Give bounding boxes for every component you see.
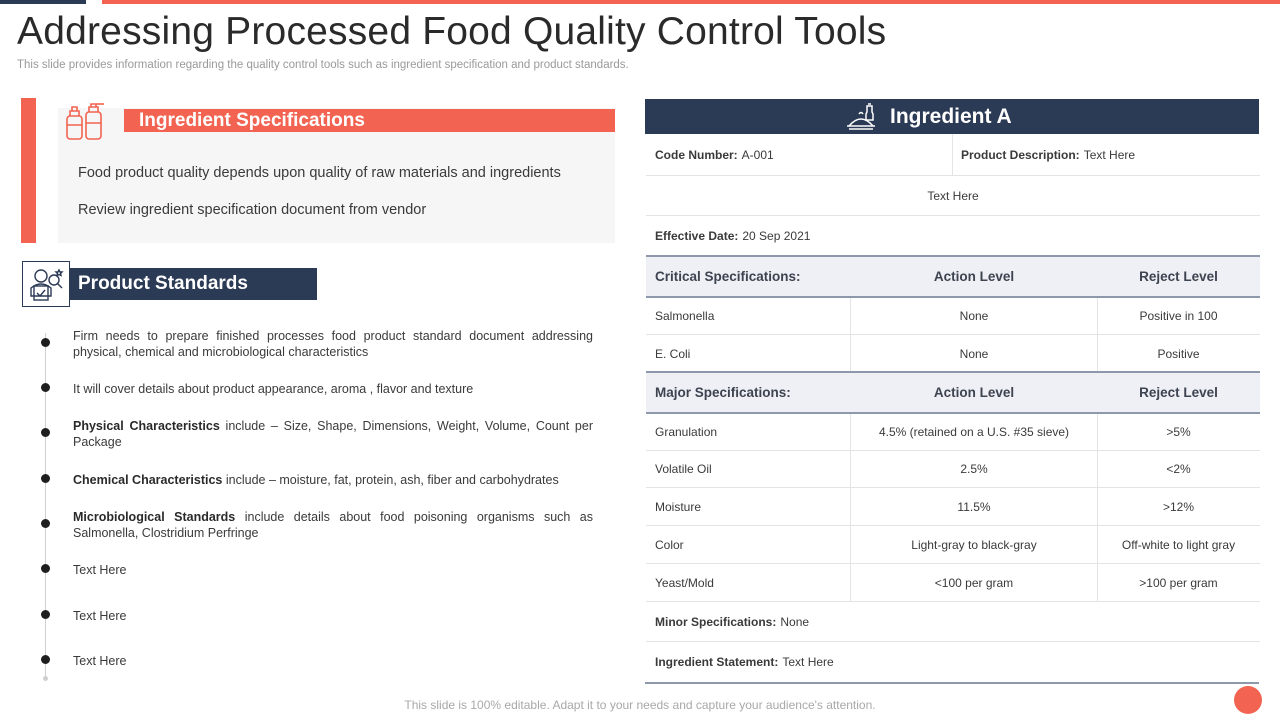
card-top-gap: [58, 98, 615, 108]
effective-date-value: 20 Sep 2021: [742, 229, 811, 243]
text-here-cell: Text Here: [927, 188, 979, 203]
reject-level-cell: <2%: [1166, 462, 1191, 476]
card-accent-bar: [21, 98, 36, 243]
table-row-minor: [646, 602, 1260, 642]
table-row: [646, 298, 1260, 335]
bullet-dot: [41, 610, 50, 619]
major-spec-header-row: [646, 371, 1260, 414]
reject-level-cell: Positive in 100: [1139, 309, 1218, 323]
code-number-value: A-001: [741, 147, 774, 162]
reject-level-cell: Positive: [1157, 346, 1200, 361]
code-number-cell: [646, 134, 952, 175]
table-bottom-rule: [645, 682, 1259, 684]
table-row: [646, 488, 1260, 526]
product-description-label: Product Description:: [961, 147, 1080, 162]
product-description-cell: [952, 134, 1260, 175]
minor-spec-label: Minor Specifications:: [655, 614, 777, 629]
major-action-header: Action Level: [933, 385, 1015, 400]
action-level-cell: Light-gray to black-gray: [911, 537, 1037, 552]
action-level-cell: 2.5%: [960, 462, 988, 476]
action-level-cell: None: [959, 346, 989, 361]
bullet-dot: [41, 428, 50, 437]
spec-name-cell: Moisture: [655, 499, 702, 514]
reject-level-cell: Off-white to light gray: [1121, 537, 1236, 552]
standard-item-2: It will cover details about product appearance, aroma , flavor and texture: [73, 382, 474, 396]
reject-level-cell: >12%: [1162, 499, 1195, 514]
standard-item-4: Chemical Characteristics include – moisture, fat, protein, ash, fiber and carbohydrates: [73, 473, 559, 487]
bullet-dot: [41, 564, 50, 573]
spec-line-2: Review ingredient specification document from vendor: [78, 202, 427, 218]
critical-action-header: Action Level: [933, 269, 1015, 284]
table-row-effective-date: [646, 216, 1260, 256]
spec-name-cell: Volatile Oil: [655, 462, 712, 476]
product-description-value: Text Here: [1083, 147, 1136, 162]
action-level-cell: <100 per gram: [934, 575, 1014, 590]
ingredient-statement-label: Ingredient Statement:: [655, 655, 779, 669]
product-standards-icon-box: [22, 261, 70, 307]
action-level-cell: None: [959, 309, 989, 323]
bullet-dot: [41, 655, 50, 664]
spec-name-cell: E. Coli: [655, 346, 691, 361]
standard-item-8: Text Here: [73, 654, 127, 668]
ingredient-statement-cell: [646, 642, 1260, 682]
card-gap: [36, 98, 58, 243]
effective-date-label: Effective Date:: [655, 229, 739, 243]
slide-title: Addressing Processed Food Quality Control Tools: [17, 10, 887, 53]
food-tray-icon: [845, 102, 877, 132]
standard-item-7: Text Here: [73, 609, 127, 623]
slide-footer: This slide is 100% editable. Adapt it to your needs and capture your audience's attention.: [404, 698, 876, 712]
bullet-dot: [41, 474, 50, 483]
table-row: [646, 414, 1260, 451]
ingredient-specifications-heading: Ingredient Specifications: [124, 109, 615, 132]
standard-item-1: Firm needs to prepare finished processes food product standard document addressing physical, chemical and microbiological characteristics: [73, 329, 593, 359]
standard-item-3: Physical Characteristics include – Size, Shape, Dimensions, Weight, Volume, Count per Package: [73, 419, 593, 449]
table-row: [646, 335, 1260, 372]
major-spec-header: Major Specifications:: [655, 385, 791, 400]
product-standards-heading: Product Standards: [70, 268, 317, 300]
ingredient-statement-value: Text Here: [782, 655, 834, 669]
table-row: [646, 564, 1260, 602]
action-level-cell: 4.5% (retained on a U.S. #35 sieve): [878, 425, 1070, 439]
minor-spec-value: None: [780, 614, 810, 629]
standard-item-6: Text Here: [73, 563, 127, 577]
table-row-text: [646, 176, 1260, 216]
inspector-icon: [23, 262, 69, 306]
spec-name-cell: Color: [655, 537, 684, 552]
effective-date-cell: [646, 216, 1260, 256]
critical-spec-header: Critical Specifications:: [655, 269, 801, 284]
footer-accent-dot: [1234, 686, 1262, 714]
spec-name-cell: Granulation: [655, 425, 718, 439]
reject-level-cell: >100 per gram: [1139, 575, 1218, 590]
critical-spec-header-row: [646, 255, 1260, 298]
bullet-dot: [41, 383, 50, 392]
critical-reject-header: Reject Level: [1139, 269, 1218, 284]
spec-line-1: Food product quality depends upon quality of raw materials and ingredients: [78, 165, 561, 181]
spec-name-cell: Salmonella: [655, 309, 715, 323]
ingredient-a-title: Ingredient A: [890, 105, 1012, 128]
table-row: [646, 451, 1260, 488]
code-number-label: Code Number:: [655, 147, 738, 162]
minor-spec-cell: [646, 602, 1260, 641]
bullet-dot: [41, 338, 50, 347]
top-accent-bar-red: [102, 0, 1280, 4]
table-row-statement: [646, 642, 1260, 682]
top-accent-bar-navy: [0, 0, 86, 4]
slide-subtitle: This slide provides information regarding the quality control tools such as ingredient specification and product standards.: [17, 59, 629, 71]
table-row: [646, 526, 1260, 564]
reject-level-cell: >5%: [1166, 425, 1191, 439]
bullet-dot: [41, 519, 50, 528]
timeline-end-dot: [43, 676, 48, 681]
standard-item-5: Microbiological Standards include details about food poisoning organisms such as Salmonella, Clostridium Perfringe: [73, 510, 594, 540]
major-reject-header: Reject Level: [1139, 385, 1218, 400]
ingredient-a-header: [645, 99, 1259, 134]
bottles-icon: [64, 98, 108, 142]
ingredient-specifications-card: [21, 98, 615, 243]
action-level-cell: 11.5%: [957, 499, 991, 514]
table-row-code: [646, 134, 1260, 176]
spec-name-cell: Yeast/Mold: [655, 575, 714, 590]
